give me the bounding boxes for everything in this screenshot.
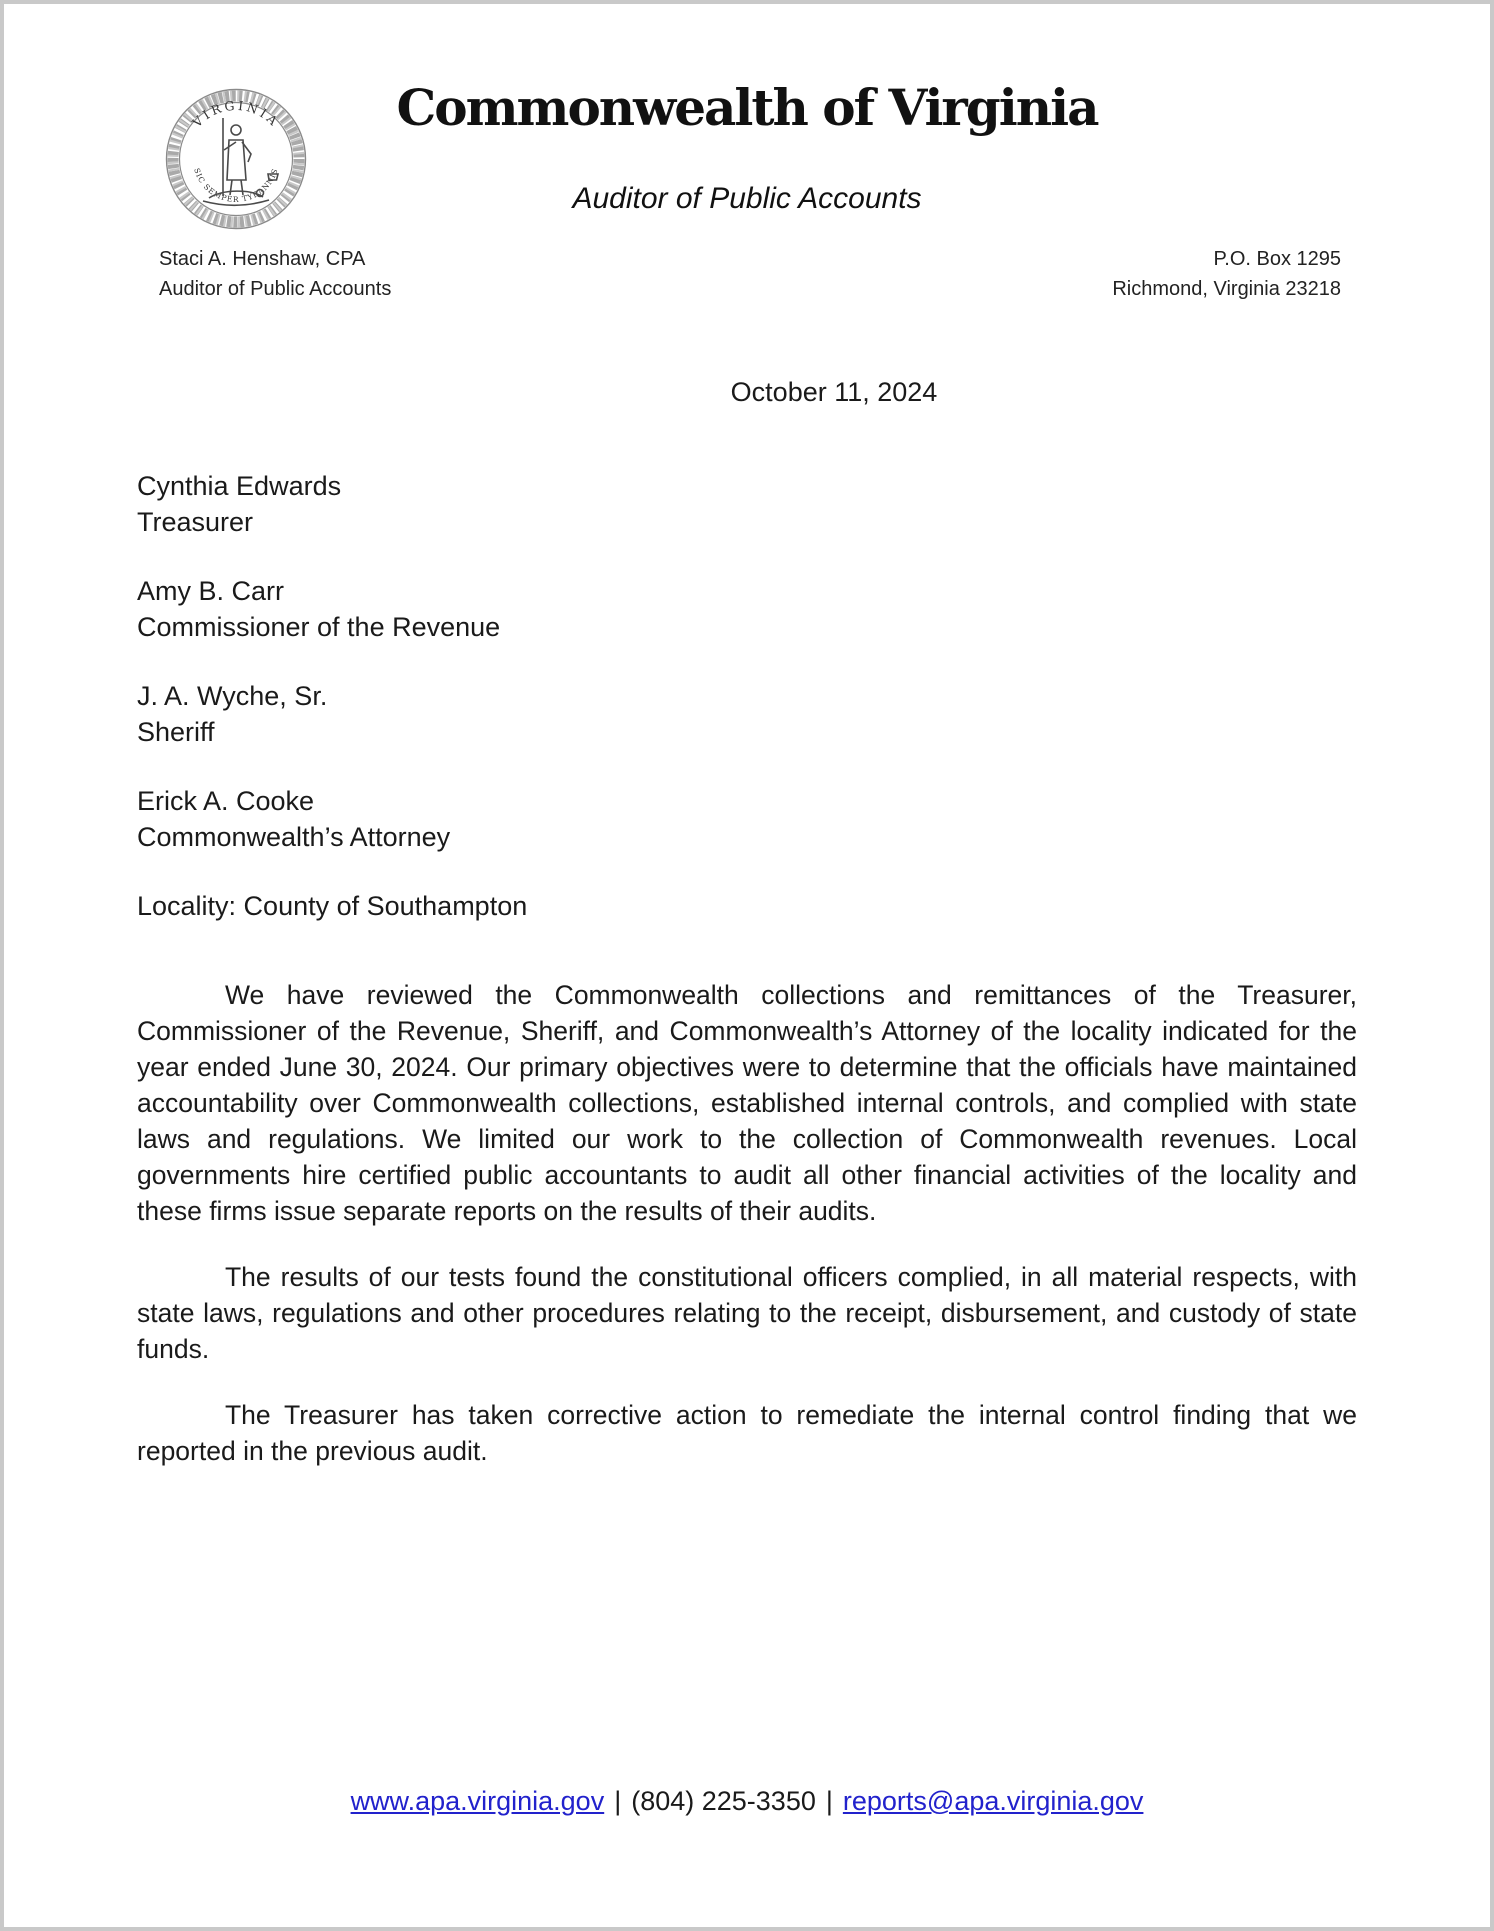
footer-separator: | <box>614 1786 622 1816</box>
auditor-name: Staci A. Henshaw, CPA <box>159 248 366 270</box>
office-address-block <box>1112 244 1341 304</box>
letter-date: October 11, 2024 <box>730 377 938 407</box>
body-paragraph-2: The results of our tests found the constitutional officers complied, in all material respects, with state laws, regulations and other procedures relating to the receipt, disbursement, and custody of state funds. <box>137 1262 1357 1364</box>
recipient-group <box>137 783 1357 855</box>
body-paragraph-1: We have reviewed the Commonwealth collections and remittances of the Treasurer, Commissioner of the Revenue, Sheriff, and Commonwealth’s Attorney of the locality indicated for the year ended June 30, 2024. Our primary objectives were to determine that the officials have maintained accountability over Commonwealth collections, established internal controls, and complied with state laws and regulations. We limited our work to the collection of Commonwealth revenues. Local governments hire certified public accountants to audit all other financial activities of the locality and these firms issue separate reports on the results of their audits. <box>137 980 1357 1226</box>
website-link[interactable]: www.apa.virginia.gov <box>350 1786 605 1816</box>
recipient-name: Cynthia Edwards <box>137 471 342 501</box>
phone-number: (804) 225-3350 <box>631 1786 816 1816</box>
email-link[interactable]: reports@apa.virginia.gov <box>842 1786 1144 1816</box>
address-line-2: Richmond, Virginia 23218 <box>1112 278 1341 300</box>
letter-body <box>137 977 1357 1469</box>
seal-bottom-text: SIC SEMPER TYRANNIS <box>192 167 280 205</box>
recipient-name: Amy B. Carr <box>137 576 285 606</box>
recipient-group <box>137 468 1357 540</box>
seal-top-text: VIRGINIA <box>189 97 283 131</box>
recipient-title: Commissioner of the Revenue <box>137 612 501 642</box>
letterhead-title: Commonwealth of Virginia <box>396 78 1098 137</box>
recipient-name: J. A. Wyche, Sr. <box>137 681 328 711</box>
auditor-title: Auditor of Public Accounts <box>159 278 392 300</box>
recipient-group <box>137 678 1357 750</box>
recipient-group <box>137 573 1357 645</box>
letterhead-subtitle: Auditor of Public Accounts <box>572 182 922 215</box>
footer-separator: | <box>825 1786 833 1816</box>
recipient-list <box>137 468 1357 924</box>
recipient-title: Sheriff <box>137 717 215 747</box>
letterhead <box>4 4 1490 314</box>
recipient-title: Commonwealth’s Attorney <box>137 822 451 852</box>
body-paragraph-3: The Treasurer has taken corrective action to remediate the internal control finding that we reported in the previous audit. <box>137 1400 1357 1466</box>
recipient-name: Erick A. Cooke <box>137 786 315 816</box>
recipient-title: Treasurer <box>137 507 254 537</box>
auditor-info-block <box>159 244 391 304</box>
locality-line: Locality: County of Southampton <box>137 891 528 921</box>
address-line-1: P.O. Box 1295 <box>1213 248 1341 270</box>
page-footer <box>4 1786 1490 1817</box>
